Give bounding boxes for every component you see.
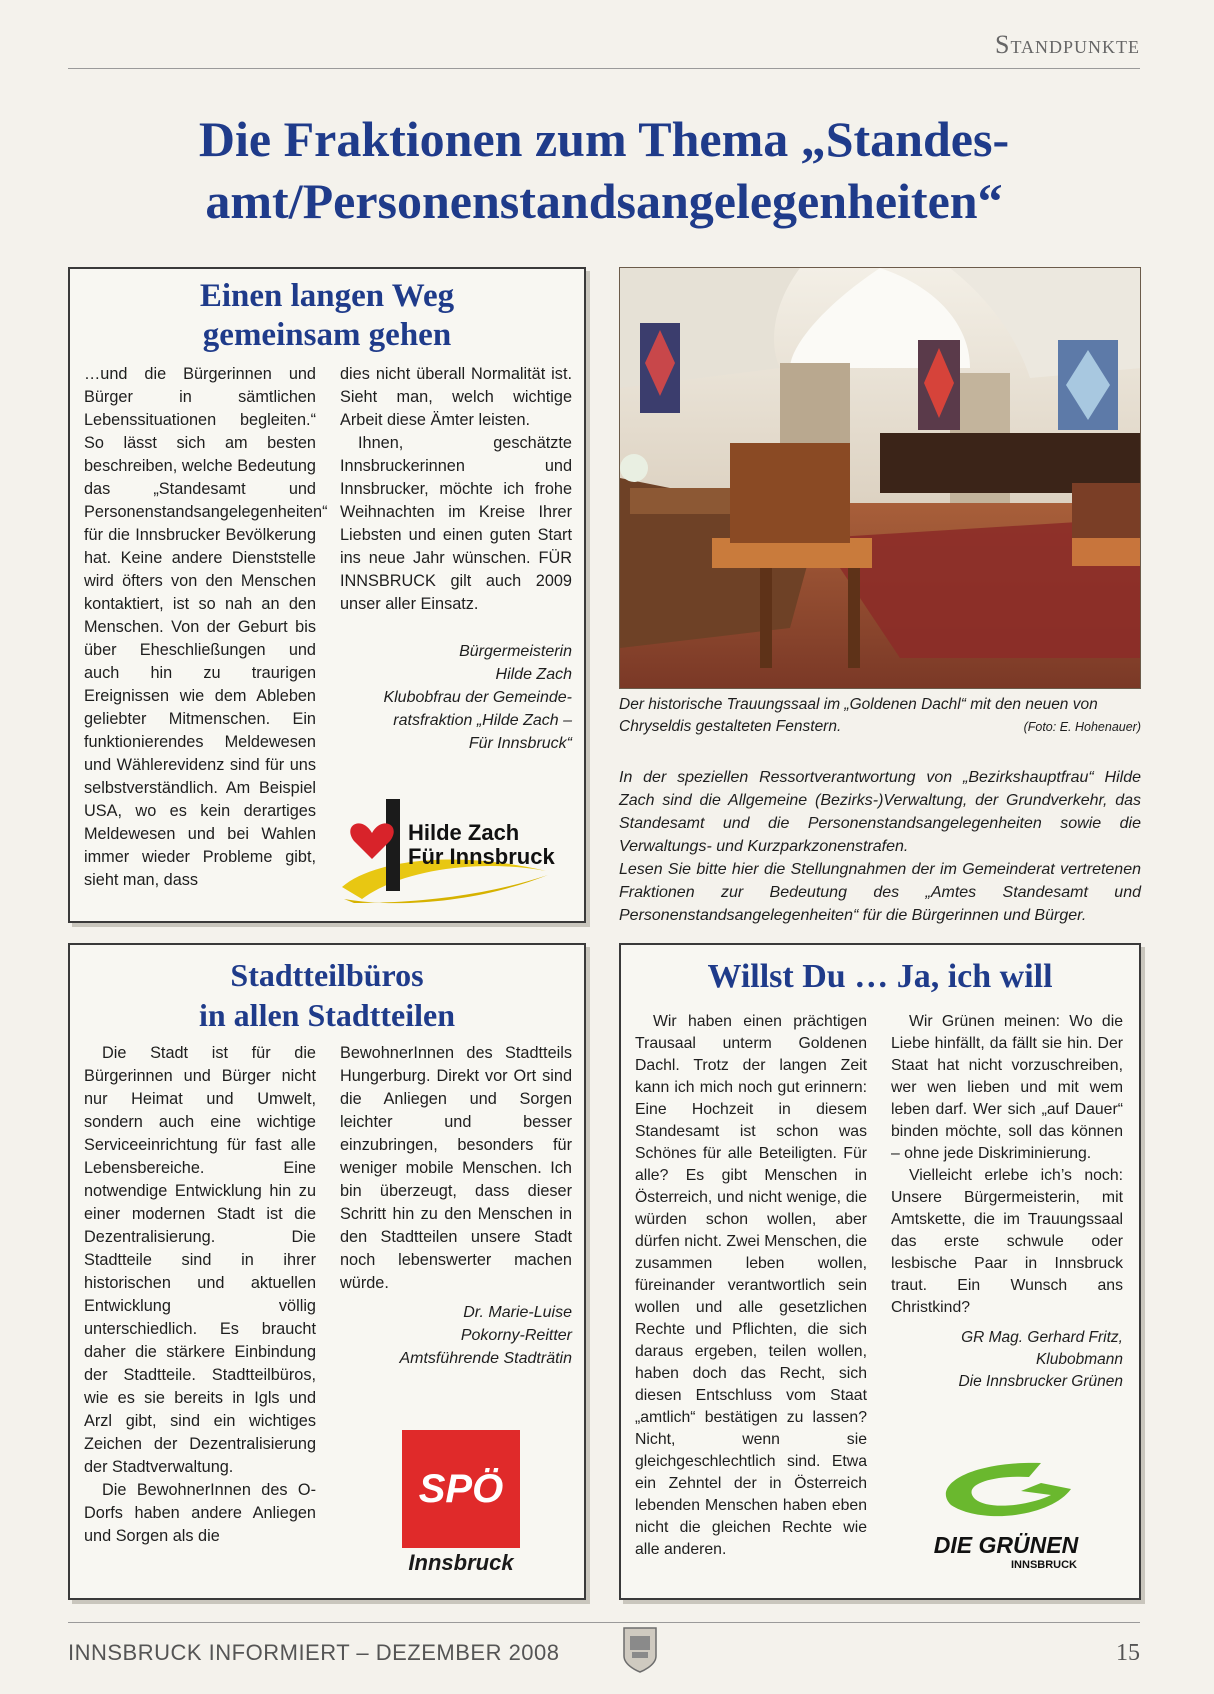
box2-column-1 [84, 1042, 316, 1548]
box3-title: Willst Du … Ja, ich will [707, 958, 1053, 995]
box1-column-2 [340, 363, 572, 755]
intro-paragraph-1: In der speziellen Ressortverantwortung von „Bezirkshauptfrau“ Hilde Zach sind die Allgemeine (Bezirks-)Verwaltung, der Grundverkehr, das Standesamt und die Personenstandsangelegenheiten sowie die Verwaltungs- und Kurzparkzonenstrafen. [619, 769, 1141, 855]
page-title-line1: Die Fraktionen zum Thema „Standes- [198, 111, 1010, 167]
box1-sig-line4: ratsfraktion „Hilde Zach – [393, 712, 572, 729]
hilde-zach-logo-line2: Für Innsbruck [408, 844, 555, 869]
box1-title [70, 277, 584, 355]
photo-caption [619, 694, 1141, 738]
box3-sig-line1: GR Mag. Gerhard Fritz, [961, 1329, 1123, 1346]
box3-column-2 [891, 1011, 1123, 1393]
box2-column-2 [340, 1042, 572, 1370]
box1-title-line2: gemeinsam gehen [202, 317, 452, 353]
box1-signature [340, 640, 572, 755]
photo-caption-text: Der historische Trauungssaal im „Goldenen Dachl“ mit den neuen von Chryseldis gestalteten Fenstern. [619, 696, 1098, 735]
box-hilde-zach [68, 267, 586, 923]
spoe-logo [402, 1430, 520, 1578]
box2-sig-line1: Dr. Marie-Luise [463, 1304, 572, 1321]
wedding-hall-image [620, 268, 1141, 689]
intro-paragraph-2: Lesen Sie bitte hier die Stellungnahmen der im Gemeinderat vertretenen Fraktionen zur Bedeutung des „Amtes Standesamt und Personenstandsangelegenheiten“ für die Bürgerinnen und Bürger. [619, 861, 1141, 924]
box3-sig-line2: Klubobmann [1035, 1351, 1123, 1368]
box2-sig-line3: Amtsführende Stadträtin [399, 1350, 572, 1367]
box1-col2-p2: Ihnen, geschätzte Innsbruckerinnen und Innsbrucker, möchte ich frohe Weihnachten im Kreise Ihrer Liebsten und einen guten Start ins neue Jahr wünschen. FÜR INNSBRUCK gilt auch 2009 unser aller Einsatz. [340, 434, 572, 613]
intro-text [619, 766, 1141, 927]
box-spoe [68, 943, 586, 1600]
spoe-logo-box [402, 1430, 520, 1548]
box3-col1-text: Wir haben einen prächtigen Trausaal unterm Goldenen Dachl. Trotz der langen Zeit kann ich mich noch gut erinnern: Eine Hochzeit in diesem Standesamt ist schon was Schönes für alle Beteiligten. Für alle? Es gibt Menschen in Österreich, und nicht wenige, die würden schon wollen, aber dürfen nicht. Zwei Menschen, die zusammen leben wollen, füreinander verantwortlich sein wollen und alle gesetzlichen Rechte und Pflichten, die sich daraus ergeben, teilen wollen, haben doch das Recht, sich diesen Entschluss vom Staat „amtlich“ bestätigen zu lassen? Nicht, wenn sie gleichgeschlechtlich sind. Etwa ein Zehntel der in Österreich lebenden Menschen haben eben nicht die gleichen Rechte wie alle anderen. [635, 1013, 867, 1558]
box2-sig-line2: Pokorny-Reitter [460, 1327, 572, 1344]
city-crest-icon [622, 1626, 658, 1674]
hilde-zach-logo-line1: Hilde Zach [408, 820, 520, 845]
box1-sig-line5: Für Innsbruck“ [468, 735, 572, 752]
spoe-logo-sub: Innsbruck [408, 1550, 514, 1575]
top-rule [68, 68, 1140, 69]
box1-col2-p1: dies nicht überall Normalität ist. Sieht man, welch wichtige Arbeit diese Ämter leisten. [340, 365, 572, 429]
box2-title-line1: Stadtteilbüros [230, 957, 424, 993]
gruene-logo [911, 1455, 1101, 1581]
page-number: 15 [1116, 1640, 1140, 1666]
box1-column-1 [84, 363, 328, 892]
wedding-hall-photo [619, 267, 1141, 689]
box2-col1-p2: Die BewohnerInnen des O-Dorfs haben andere Anliegen und Sorgen als die [84, 1481, 316, 1545]
box2-title [70, 955, 584, 1035]
gruene-logo-text: DIE GRÜNEN [933, 1532, 1079, 1558]
hilde-zach-logo-text [408, 821, 555, 869]
box3-col2-p2: Vielleicht erlebe ich’s noch: Unsere Bürgermeisterin, mit Amtskette, die im Trauungssaal das erste schwule oder lesbische Paar in Innsbruck traut. Ein Wunsch ans Christkind? [891, 1167, 1123, 1316]
box2-signature [340, 1301, 572, 1370]
page-title [68, 108, 1140, 232]
photo-credit: (Foto: E. Hohenauer) [1023, 720, 1141, 734]
box3-col2-p1: Wir Grünen meinen: Wo die Liebe hinfällt, da fällt sie hin. Der Staat hat nicht vorzuschreiben, wer wen lieben und mit wem leben darf. Wer sich „auf Dauer“ binden möchte, soll das können – ohne jede Diskriminierung. [891, 1013, 1123, 1162]
box1-sig-line3: Klubobfrau der Gemeinde- [383, 689, 572, 706]
spoe-logo-text: SPÖ [418, 1466, 504, 1511]
box2-col1-p1: Die Stadt ist für die Bürgerinnen und Bürger nicht nur Heimat und Umwelt, sondern auch eine wichtige Serviceeinrichtung für fast alle Lebensbereiche. Eine notwendige Entwicklung hin zu einer modernen Stadt ist die Dezentralisierung. Die Stadtteile sind in ihrer historischen und aktuellen Entwicklung völlig unterschiedlich. Es braucht daher die stärkere Einbindung der Stadtteile. Stadtteilbüros, wie es sie bereits in Igls und Arzl gibt, sind ein wichtiges Zeichen der Dezentralisierung der Stadtverwaltung. [84, 1044, 316, 1476]
footer-rule [68, 1622, 1140, 1623]
gruene-logo-icon [911, 1455, 1101, 1525]
box1-sig-line2: Hilde Zach [495, 666, 572, 683]
box1-sig-line1: Bürgermeisterin [459, 643, 572, 660]
box3-signature [891, 1327, 1123, 1393]
page-title-line2: amt/Personenstandsangelegenheiten“ [205, 173, 1003, 229]
hilde-zach-logo [332, 789, 572, 913]
section-label: Standpunkte [994, 30, 1140, 59]
box1-title-line1: Einen langen Weg [199, 278, 455, 314]
box3-sig-line3: Die Innsbrucker Grünen [958, 1373, 1123, 1390]
footer-publication: INNSBRUCK INFORMIERT – DEZEMBER 2008 [68, 1640, 560, 1665]
box2-title-line2: in allen Stadtteilen [198, 997, 455, 1033]
box1-col1-text: …und die Bürgerinnen und Bürger in sämtlichen Lebenssituationen begleiten.“ So lässt sich am besten beschreiben, welche Bedeutung das „Standesamt und Personenstandsangelegenheiten“ für die Innsbrucker Bevölkerung hat. Keine andere Dienststelle wird öfters von den Menschen kontaktiert, ist so nah an den Menschen. Von der Geburt bis über Eheschließungen und auch hin zu traurigen Ereignissen wie dem Ableben geliebter Mitmenschen. Ein funktionierendes Meldewesen und Wählerevidenz sind für uns selbstverständlich. Am Beispiel USA, wo es kein derartiges Meldewesen und bei Wahlen immer wieder Probleme gibt, sieht man, dass [84, 365, 328, 889]
box-gruene [619, 943, 1141, 1600]
gruene-logo-sub: INNSBRUCK [1011, 1559, 1077, 1571]
box3-column-1 [635, 1011, 867, 1561]
box2-col2-text: BewohnerInnen des Stadtteils Hungerburg. Direkt vor Ort sind die Anliegen und Sorgen leichter und besser einzubringen, besonders für weniger mobile Menschen. Ich bin überzeugt, dass dieser Schritt hin zu den Menschen in den Stadtteilen unsere Stadt noch lebenswerter machen würde. [340, 1044, 572, 1292]
